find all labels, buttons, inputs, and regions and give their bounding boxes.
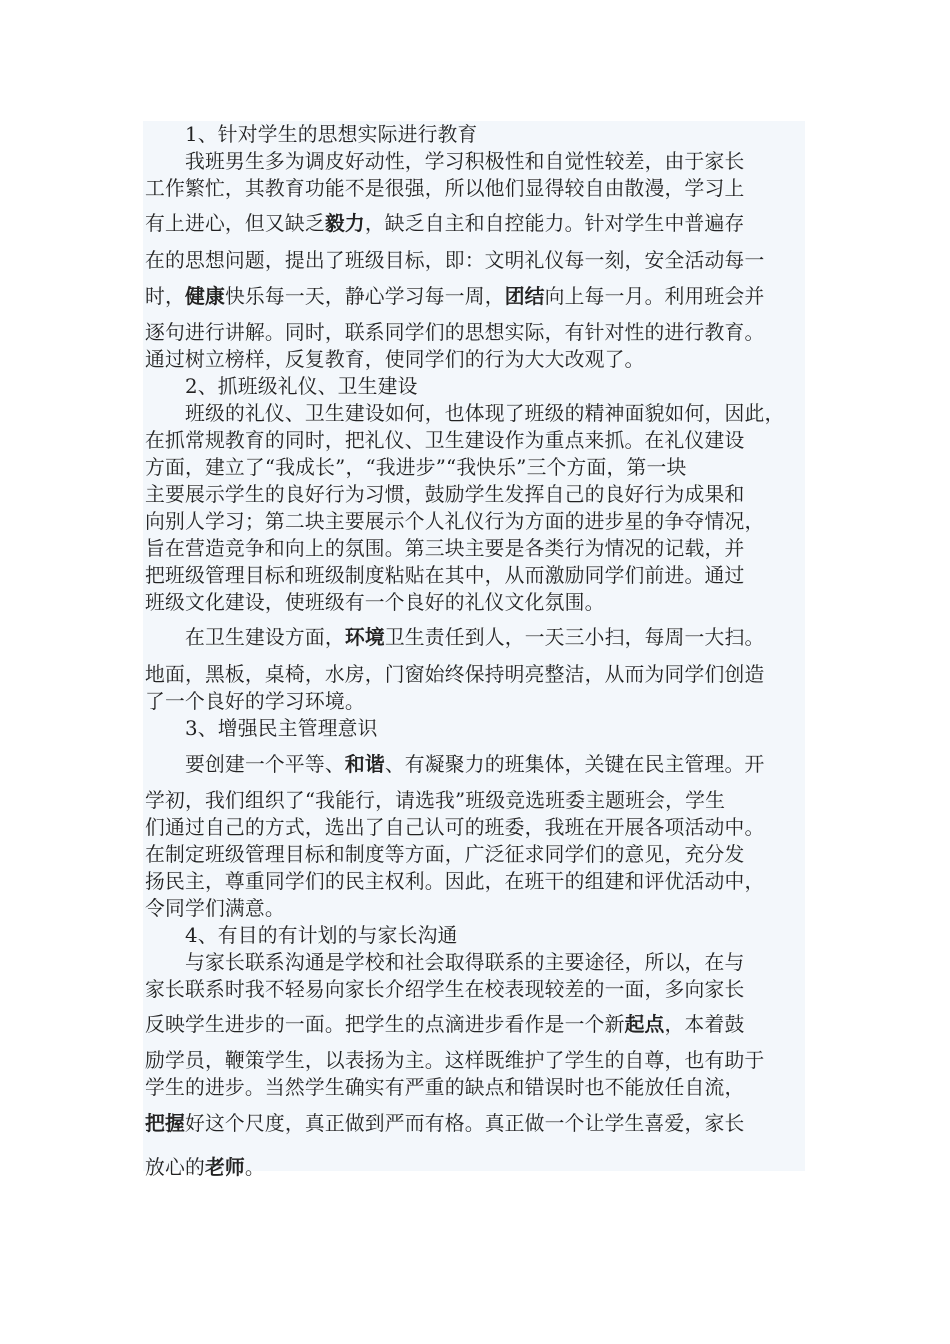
text-line: 放心的老师。 [145,1156,265,1179]
text-line: 在的思想问题，提出了班级目标，即：文明礼仪每一刻，安全活动每一 [145,249,765,272]
section-heading: 4、有目的有计划的与家长沟通 [185,924,458,947]
text-line: 们通过自己的方式，选出了自己认可的班委，我班在开展各项活动中。 [145,816,765,839]
text-line: 在制定班级管理目标和制度等方面，广泛征求同学们的意见，充分发 [145,843,745,866]
highlighted-term: 健康 [184,285,225,308]
highlighted-term: 和谐 [344,753,385,776]
text-line: 扬民主，尊重同学们的民主权利。因此，在班干的组建和评优活动中， [145,870,765,893]
text-line: 励学员，鞭策学生，以表扬为主。这样既维护了学生的自尊，也有助于 [145,1049,765,1072]
text-line: 了一个良好的学习环境。 [145,690,365,713]
highlighted-term: 把握 [145,1112,185,1135]
text-line: 地面，黑板，桌椅，水房，门窗始终保持明亮整洁，从而为同学们创造 [145,663,765,686]
highlighted-term: 起点 [624,1013,665,1036]
text-line: 时，健康快乐每一天，静心学习每一周，团结向上每一月。利用班会并 [145,285,765,308]
text-line: 在抓常规教育的同时，把礼仪、卫生建设作为重点来抓。在礼仪建设 [145,429,745,452]
text-line: 家长联系时我不轻易向家长介绍学生在校表现较差的一面，多向家长 [145,978,745,1001]
text-line: 把握好这个尺度，真正做到严而有格。真正做一个让学生喜爱，家长 [145,1112,745,1135]
highlighted-term: 环境 [344,626,385,649]
text-line: 与家长联系沟通是学校和社会取得联系的主要途径，所以，在与 [185,951,745,974]
text-line: 班级的礼仪、卫生建设如何，也体现了班级的精神面貌如何，因此， [185,402,785,425]
text-line: 我班男生多为调皮好动性，学习积极性和自觉性较差，由于家长 [185,150,745,173]
text-line: 通过树立榜样，反复教育，使同学们的行为大大改观了。 [145,348,645,371]
text-line: 逐句进行讲解。同时，联系同学们的思想实际，有针对性的进行教育。 [145,321,765,344]
text-line: 要创建一个平等、和谐、有凝聚力的班集体，关键在民主管理。开 [185,753,765,776]
text-line: 学初，我们组织了“我能行，请选我”班级竞选班委主题班会，学生 [145,789,726,812]
text-line: 反映学生进步的一面。把学生的点滴进步看作是一个新起点，本着鼓 [145,1013,745,1036]
text-line: 把班级管理目标和班级制度粘贴在其中，从而激励同学们前进。通过 [145,564,745,587]
section-heading: 2、抓班级礼仪、卫生建设 [185,375,418,398]
text-line: 班级文化建设，使班级有一个良好的礼仪文化氛围。 [145,591,605,614]
text-line: 旨在营造竞争和向上的氛围。第三块主要是各类行为情况的记载，并 [145,537,745,560]
section-heading: 3、增强民主管理意识 [185,717,378,740]
section-heading: 1、针对学生的思想实际进行教育 [185,123,478,146]
text-line: 主要展示学生的良好行为习惯，鼓励学生发挥自己的良好行为成果和 [145,483,745,506]
highlighted-term: 毅力 [324,212,365,235]
text-line: 方面，建立了“我成长”，“我进步”“我快乐”三个方面，第一块 [145,456,687,479]
highlighted-term: 团结 [504,285,545,308]
text-line: 工作繁忙，其教育功能不是很强，所以他们显得较自由散漫，学习上 [145,177,745,200]
highlighted-term: 老师 [204,1156,245,1179]
text-line: 向别人学习；第二块主要展示个人礼仪行为方面的进步星的争夺情况， [145,510,765,533]
text-line: 学生的进步。当然学生确实有严重的缺点和错误时也不能放任自流， [145,1076,745,1099]
text-line: 令同学们满意。 [145,897,285,920]
text-line: 在卫生建设方面，环境卫生责任到人，一天三小扫，每周一大扫。 [185,626,765,649]
text-line: 有上进心，但又缺乏毅力，缺乏自主和自控能力。针对学生中普遍存 [145,212,745,235]
